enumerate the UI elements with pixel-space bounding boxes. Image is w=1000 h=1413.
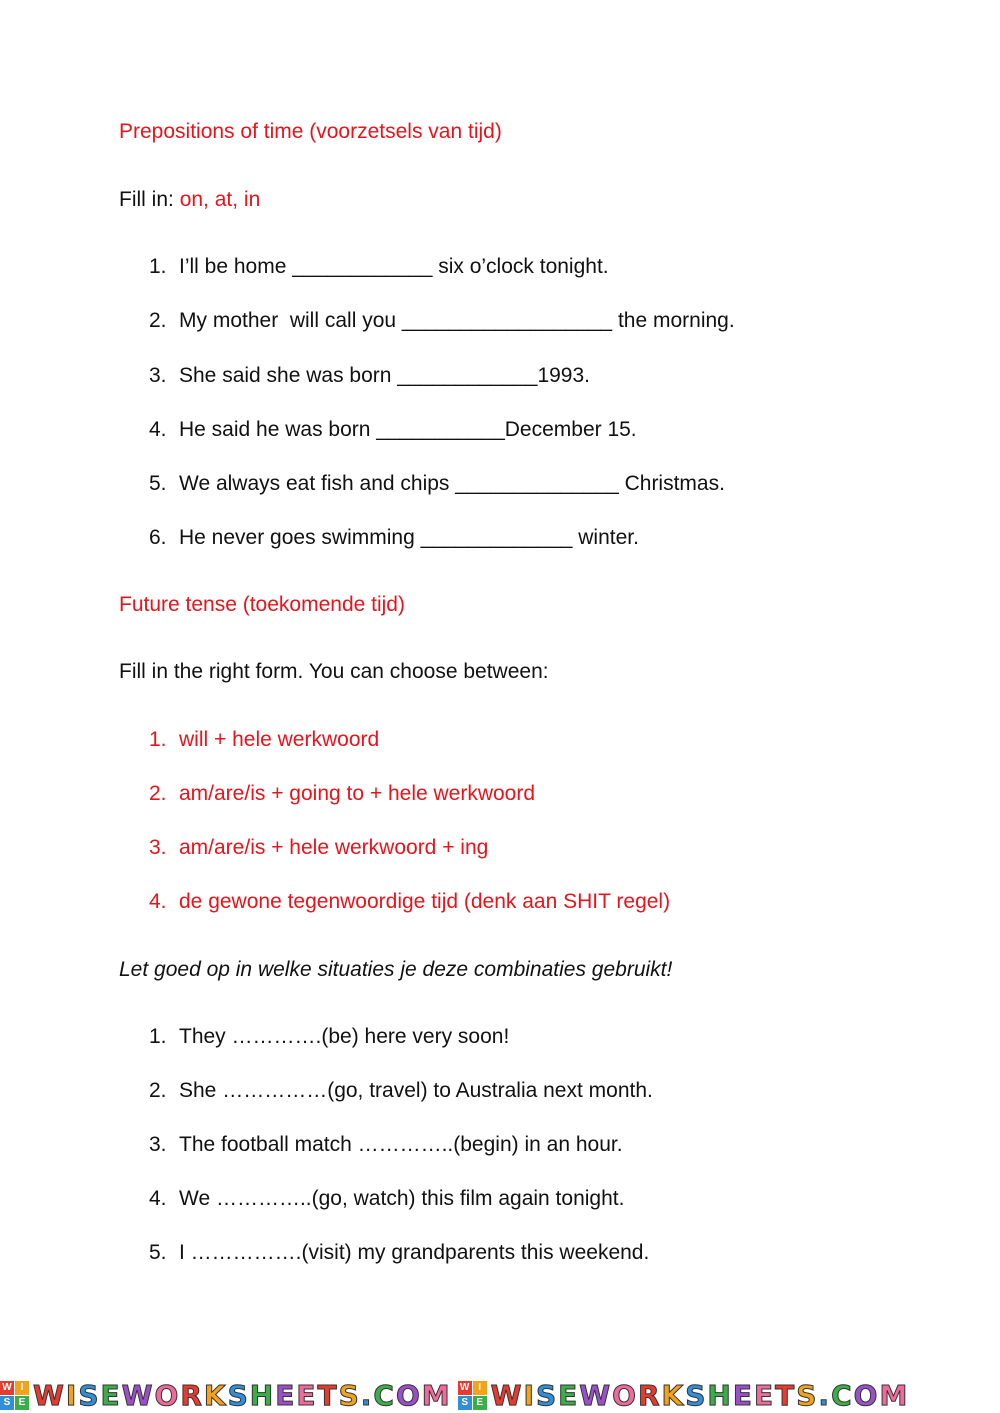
section1-heading: Prepositions of time (voorzetsels van tijd) — [119, 120, 502, 143]
option-number: 2. — [149, 782, 167, 805]
list-item — [149, 363, 590, 389]
option-item — [149, 835, 488, 861]
option-text: de gewone tegenwoordige tijd (denk aan SHIT regel) — [179, 890, 671, 913]
item-number: 1. — [149, 1025, 167, 1048]
item-number: 5. — [149, 1241, 167, 1264]
item-text: We …………..(go, watch) this film again tonight. — [179, 1187, 625, 1210]
item-text: She ……………(go, travel) to Australia next month. — [179, 1079, 653, 1102]
item-number: 4. — [149, 1187, 167, 1210]
list-item — [149, 417, 637, 443]
option-text: am/are/is + hele werkwoord + ing — [179, 836, 489, 859]
item-text: They ………….(be) here very soon! — [179, 1025, 510, 1048]
list-item — [149, 1186, 624, 1212]
list-item — [149, 1078, 653, 1104]
watermark-brand — [0, 1379, 452, 1412]
watermark-text: WISEWORKSHEETS.COM — [33, 1379, 452, 1412]
item-text: I’ll be home ____________ six o’clock tonight. — [179, 255, 609, 278]
watermark-text: WISEWORKSHEETS.COM — [490, 1379, 910, 1412]
list-item — [149, 525, 639, 551]
option-number: 4. — [149, 890, 167, 913]
section2-heading: Future tense (toekomende tijd) — [119, 593, 405, 616]
item-text: She said she was born ____________1993. — [179, 364, 590, 387]
watermark-logo-icon: W I S E — [0, 1381, 29, 1410]
section2-note: Let goed op in welke situaties je deze combinaties gebruikt! — [119, 958, 673, 981]
watermark-brand — [458, 1379, 910, 1412]
item-text: The football match …………..(begin) in an hour. — [179, 1133, 623, 1156]
item-number: 4. — [149, 418, 167, 441]
option-number: 3. — [149, 836, 167, 859]
item-text: My mother will call you __________________ the morning. — [179, 309, 735, 332]
section1-instruction — [119, 187, 260, 213]
option-item — [149, 781, 535, 807]
option-item — [149, 889, 670, 915]
item-number: 3. — [149, 364, 167, 387]
instruction-options: on, at, in — [179, 188, 261, 211]
option-text: will + hele werkwoord — [179, 728, 380, 751]
item-number: 1. — [149, 255, 167, 278]
item-text: I …………….(visit) my grandparents this weekend. — [179, 1241, 650, 1264]
list-item — [149, 1132, 623, 1158]
item-number: 3. — [149, 1133, 167, 1156]
section2-instruction: Fill in the right form. You can choose between: — [119, 660, 549, 683]
option-text: am/are/is + going to + hele werkwoord — [179, 782, 536, 805]
item-text: We always eat fish and chips ______________ Christmas. — [179, 472, 725, 495]
item-text: He said he was born ___________December 15. — [179, 418, 637, 441]
option-number: 1. — [149, 728, 167, 751]
footer-watermark — [0, 1378, 1000, 1413]
instruction-prefix: Fill in: — [119, 188, 180, 211]
list-item — [149, 1240, 649, 1266]
watermark-logo-icon: W I S E — [458, 1381, 487, 1410]
list-item — [149, 1024, 509, 1050]
list-item — [149, 254, 609, 280]
item-number: 5. — [149, 472, 167, 495]
option-item — [149, 727, 379, 753]
item-number: 6. — [149, 526, 167, 549]
item-number: 2. — [149, 309, 167, 332]
item-number: 2. — [149, 1079, 167, 1102]
item-text: He never goes swimming _____________ winter. — [179, 526, 639, 549]
list-item — [149, 471, 725, 497]
list-item — [149, 308, 735, 334]
